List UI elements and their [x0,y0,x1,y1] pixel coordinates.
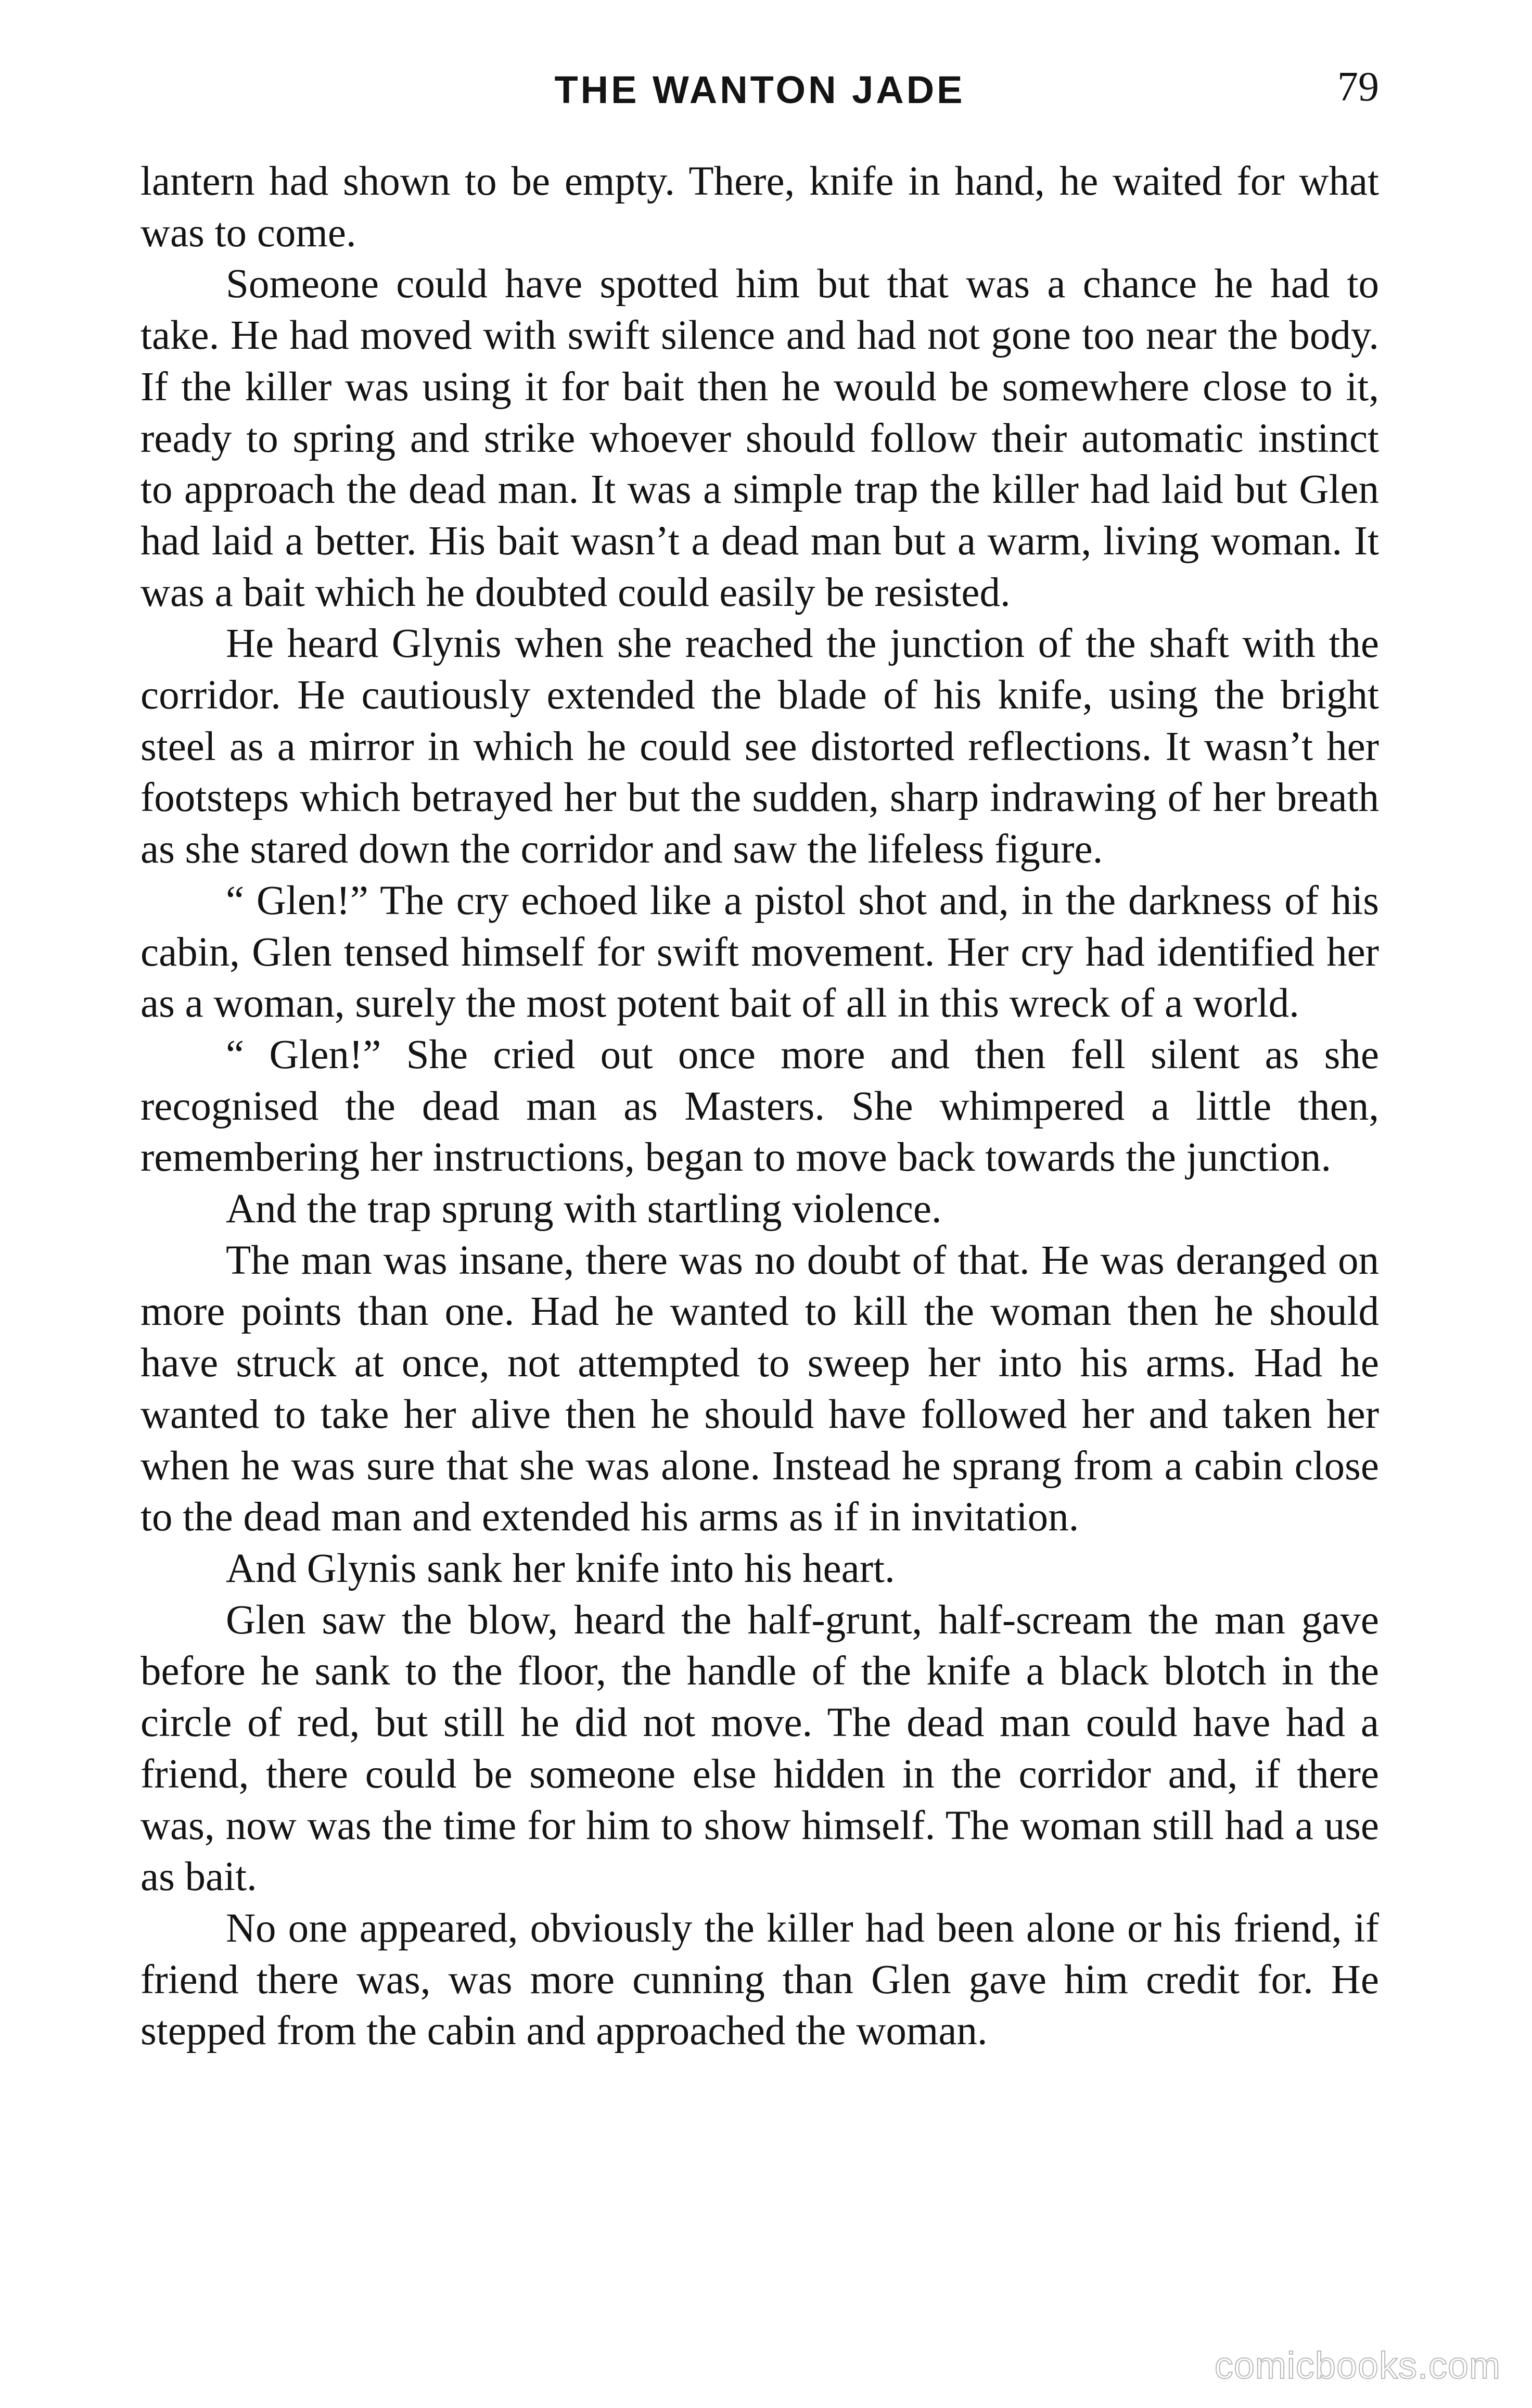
running-title: THE WANTON JADE [554,68,965,111]
paragraph-7: The man was insane, there was no doubt of that. He was deranged on more points than one. Had he wanted to kill the woman then he should have struck at once, not attempted to sweep her into his arms. Had he wanted to take her alive then he should have followed her and taken her when he was sure that she was alone. Instead he sprang from a cabin close to the dead man and extended his arms as if in invitation. [141,1237,1379,1540]
paragraph-9: Glen saw the blow, heard the half-grunt, half-scream the man gave before he sank to the floor, the handle of the knife a black blotch in the circle of red, but still he did not move. The dead man could have had a friend, there could be someone else hidden in the corridor and, if there was, now was the time for him to show himself. The woman still had a use as bait. [141,1597,1379,1900]
paragraph-1: lantern had shown to be empty. There, knife in hand, he waited for what was to come. [141,159,1379,256]
paragraph-4: “ Glen!” The cry echoed like a pistol shot and, in the darkness of his cabin, Glen tensed himself for swift movement. Her cry had identified her as a woman, surely the most potent bait of all in this wreck of a world. [141,878,1379,1026]
paragraph-6: And the trap sprung with startling violence. [226,1186,942,1232]
running-head [141,56,1379,119]
paragraph-10: No one appeared, obviously the killer had been alone or his friend, if friend there was, was more cunning than Glen gave him credit for. He stepped from the cabin and approached the woman. [141,1905,1379,2054]
paragraph-5: “ Glen!” She cried out once more and then fell silent as she recognised the dead man as Masters. She whimpered a little then, remembering her instructions, began to move back towards the junction. [141,1032,1379,1181]
body-text [141,156,1379,2057]
page-number: 79 [1337,64,1379,110]
watermark: comicbooks.com [1214,2345,1501,2387]
paragraph-3: He heard Glynis when she reached the junction of the shaft with the corridor. He cautiously extended the blade of his knife, using the bright steel as a mirror in which he could see distorted reflections. It wasn’t her footsteps which betrayed her but the sudden, sharp indrawing of her breath as she stared down the corridor and saw the lifeless figure. [141,621,1379,872]
paragraph-2: Someone could have spotted him but that was a chance he had to take. He had moved with swift silence and had not gone too near the body. If the killer was using it for bait then he would be somewhere close to it, ready to spring and strike whoever should follow their automatic instinct to approach the dead man. It was a simple trap the killer had laid but Glen had laid a better. His bait wasn’t a dead man but a warm, living woman. It was a bait which he doubted could easily be resisted. [141,261,1379,615]
paragraph-8: And Glynis sank her knife into his heart. [226,1545,895,1591]
